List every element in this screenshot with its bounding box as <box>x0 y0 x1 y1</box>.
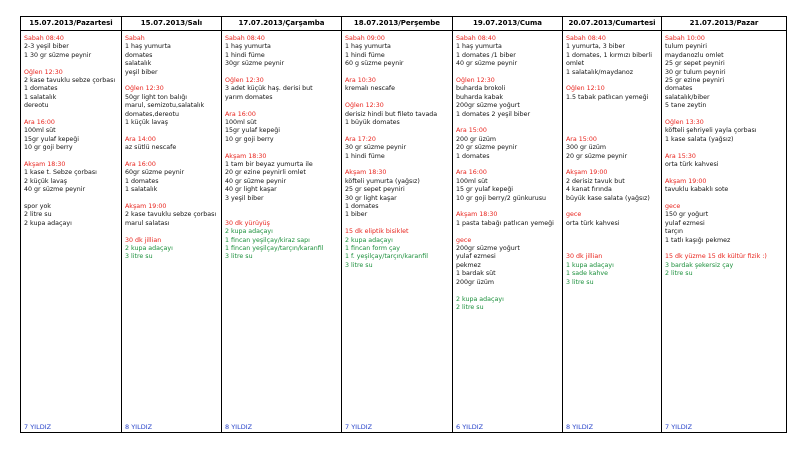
food-item: 2 litre su <box>24 211 52 219</box>
meal-time-label: Akşam 19:00 <box>125 203 167 211</box>
day-column <box>563 31 662 433</box>
star-rating: 7 YILDIZ <box>24 423 52 431</box>
food-item: 25 gr ezine peyniri <box>665 77 725 85</box>
food-item: kremalı nescafe <box>345 85 396 93</box>
food-item: 20 gr süzme peynir <box>456 144 518 152</box>
food-item: 1 fincan form çay <box>345 245 401 253</box>
food-item <box>566 237 659 245</box>
food-item: 3 yeşil biber <box>225 194 264 202</box>
meal-time-label: Sabah 10:00 <box>665 35 705 42</box>
food-item: 10 gr goji berry <box>225 135 274 143</box>
food-item: 30 gr süzme peynir <box>345 144 407 152</box>
food-item: 2 kupa adaçayı <box>125 245 173 253</box>
food-item <box>225 203 339 211</box>
food-item: orta türk kahvesi <box>566 219 620 227</box>
food-item: 2 kupa adaçayı <box>345 236 393 244</box>
food-item: 2 kupa adaçayı <box>456 295 504 303</box>
meal-time-label: Akşam 19:00 <box>566 169 608 177</box>
meal-time-label: Ara 16:00 <box>225 110 256 118</box>
day-header-cell <box>662 17 787 31</box>
food-item <box>225 144 339 152</box>
day-header-cell <box>453 17 563 31</box>
meal-time-label: Ara 16:00 <box>456 169 487 177</box>
meal-time-label: Ara 17:20 <box>345 135 376 143</box>
day-header-cell <box>222 17 342 31</box>
food-item <box>566 111 659 119</box>
food-item <box>456 228 560 236</box>
food-item <box>566 119 659 127</box>
food-item <box>225 102 339 110</box>
food-item <box>125 195 219 203</box>
food-item: 1 büyük domates <box>345 119 400 127</box>
meal-time-label: Ara 15:00 <box>566 135 597 143</box>
food-item: salatalık <box>125 60 152 68</box>
meal-time-label: Öğlen 12:30 <box>225 77 264 85</box>
food-item: 1 fincan yeşilçay/kiraz sapı <box>225 236 310 244</box>
food-item: 1 kase t. Sebze çorbası <box>24 169 97 177</box>
header-row <box>21 17 787 31</box>
food-item: 2 litre su <box>456 303 484 311</box>
food-item: yulaf ezmesi <box>456 253 496 261</box>
food-item: 200 gr üzüm <box>456 135 497 143</box>
food-item <box>345 94 450 102</box>
meal-time-label: Sabah 08:40 <box>24 35 64 42</box>
food-item <box>24 60 119 68</box>
food-item <box>566 245 659 253</box>
meal-time-label: Sabah 08:40 <box>456 35 496 42</box>
meal-time-label: Öğlen 12:30 <box>24 68 63 76</box>
star-rating: 7 YILDIZ <box>345 423 373 431</box>
food-item <box>456 161 560 169</box>
food-item: 1 salatalık <box>24 93 57 101</box>
food-item: orta türk kahvesi <box>665 161 719 169</box>
food-item: 5 tane zeytin <box>665 102 707 110</box>
food-item: 30 gr tulum peyniri <box>665 68 726 76</box>
food-item: 1 haş yumurta <box>345 43 391 51</box>
day-header: 17.07.2013/Çarşamba <box>238 19 325 27</box>
day-header-cell <box>21 17 122 31</box>
meal-lines <box>453 31 562 312</box>
food-item: 2 derisiz tavuk but <box>566 177 625 185</box>
meal-lines <box>122 31 221 262</box>
food-item <box>566 127 659 135</box>
meal-time-label: Sabah 08:40 <box>225 35 265 42</box>
meal-lines <box>21 31 121 228</box>
food-item: 1 küçük lavaş <box>125 119 169 127</box>
food-item: 2 kase tavuklu sebze çorbası <box>125 211 217 219</box>
food-item <box>125 153 219 161</box>
food-item <box>456 69 560 77</box>
meal-lines <box>563 31 661 287</box>
meal-time-label: Akşam 18:30 <box>24 161 66 169</box>
star-rating: 8 YILDIZ <box>225 423 253 431</box>
food-item: 3 litre su <box>125 253 153 261</box>
food-item: dereotu <box>24 102 49 110</box>
food-item <box>456 287 560 295</box>
food-item <box>665 245 784 253</box>
meal-time-label: 15 dk yüzme 15 dk kültür fizik :) <box>665 253 767 261</box>
food-item: köfteli yumurta (yağsız) <box>345 177 420 185</box>
food-item <box>125 127 219 135</box>
meal-time-label: gece <box>566 211 582 219</box>
food-item: yarım domates <box>225 93 273 101</box>
food-item: 1 domates 2 yeşil biber <box>456 110 531 118</box>
meal-time-label: Akşam 18:30 <box>225 152 267 160</box>
food-item: 3 bardak şekersiz çay <box>665 261 734 269</box>
meal-time-label: Ara 14:00 <box>125 135 156 143</box>
meal-time-label: Sabah 09:00 <box>345 35 385 42</box>
food-item: 1 hindi füme <box>345 51 385 59</box>
meal-time-label: Akşam 18:30 <box>456 211 498 219</box>
food-item <box>566 161 659 169</box>
food-item: omlet <box>566 60 585 68</box>
day-header: 15.07.2013/Pazartesi <box>29 19 113 27</box>
food-item: domates <box>665 85 693 93</box>
day-header: 21.07.2013/Pazar <box>689 19 759 27</box>
star-rating: 7 YILDIZ <box>665 423 693 431</box>
food-item: domates <box>125 51 153 59</box>
food-item: 100ml süt <box>456 177 488 185</box>
food-item: 1 kase salata (yağsız) <box>665 135 734 143</box>
food-item: maydanozlu omlet <box>665 51 724 59</box>
food-item <box>665 144 784 152</box>
food-item: 10 gr goji berry/2 günkurusu <box>456 194 547 202</box>
day-column <box>453 31 563 433</box>
food-item: tarçın <box>665 228 683 236</box>
food-item: 1 biber <box>345 211 368 219</box>
meal-time-label: 30 dk jillian <box>566 253 603 261</box>
food-item: derisiz hindi but fileto tavada <box>345 110 438 118</box>
food-item <box>125 228 219 236</box>
food-item: 2 kase tavuklu sebze çorbası <box>24 77 116 85</box>
day-column <box>662 31 787 433</box>
food-item <box>345 69 450 77</box>
day-header: 15.07.2013/Salı <box>140 19 203 27</box>
food-item: 30 gr light kaşar <box>345 194 397 202</box>
food-item: domates,dereotu <box>125 110 179 118</box>
food-item: 1 yumurta, 3 biber <box>566 43 625 51</box>
food-item: 2 kupa adaçayı <box>24 219 72 227</box>
meal-time-label: 30 dk yürüyüş <box>225 219 270 227</box>
food-item: 10 gr goji berry <box>24 144 73 152</box>
star-rating: 6 YILDIZ <box>456 423 484 431</box>
meal-time-label: 30 dk jillian <box>125 236 162 244</box>
food-item: 2 litre su <box>665 270 693 278</box>
food-item: 300 gr üzüm <box>566 144 607 152</box>
meal-time-label: gece <box>665 203 681 211</box>
food-item: yulaf ezmesi <box>665 219 705 227</box>
food-item: 25 gr sepet peyniri <box>345 186 405 194</box>
meal-time-label: Akşam 18:30 <box>345 169 387 177</box>
food-item: az sütlü nescafe <box>125 144 177 152</box>
food-item: 1 tatlı kaşığı pekmez <box>665 236 731 244</box>
food-item: 1 30 gr süzme peynir <box>24 51 92 59</box>
day-header: 19.07.2013/Cuma <box>473 19 542 27</box>
food-item: 1 tam bir beyaz yumurta ile <box>225 161 313 169</box>
food-item: 2 küçük lavaş <box>24 177 68 185</box>
food-item: 2 kupa adaçayı <box>225 228 273 236</box>
food-item: 1 salatalık <box>125 186 158 194</box>
food-item: 1 domates <box>345 203 379 211</box>
meal-time-label: Sabah <box>125 35 145 42</box>
food-item: 4 kanat fırında <box>566 186 612 194</box>
food-item <box>665 195 784 203</box>
food-item: 15gr yulaf kepeği <box>225 127 281 135</box>
food-item: 15gr yulaf kepeği <box>24 135 80 143</box>
food-item: 1.5 tabak patlıcan yemeği <box>566 93 649 101</box>
day-header: 18.07.2013/Perşembe <box>353 19 441 27</box>
body-row <box>21 31 787 433</box>
food-item: 200gr süzme yoğurt <box>456 245 520 253</box>
meal-time-label: Ara 16:00 <box>24 119 55 127</box>
food-item: 1 f. yeşilçay/tarçın/karanfil <box>345 253 428 261</box>
food-item: 1 kupa adaçayı <box>566 261 614 269</box>
food-item: 200gr üzüm <box>456 278 495 286</box>
day-column <box>342 31 453 433</box>
food-item: büyük kase salata (yağsız) <box>566 194 650 202</box>
food-item <box>456 203 560 211</box>
day-header-cell <box>122 17 222 31</box>
food-item <box>345 161 450 169</box>
food-item <box>665 169 784 177</box>
food-item: 1 sade kahve <box>566 270 609 278</box>
food-item: yeşil biber <box>125 68 158 76</box>
meal-time-label: gece <box>456 236 472 244</box>
food-item: 40 gr light kaşar <box>225 186 277 194</box>
diet-week-table <box>20 16 787 433</box>
meal-time-label: Ara 16:00 <box>125 161 156 169</box>
food-item: köfteli şehriyeli yayla çorbası <box>665 127 757 135</box>
meal-time-label: Ara 15:30 <box>665 152 696 160</box>
food-item: 40 gr süzme peynir <box>24 186 86 194</box>
food-item <box>125 77 219 85</box>
meal-time-label: 15 dk eliptik bisiklet <box>345 228 409 236</box>
food-item: 1 haş yumurta <box>456 43 502 51</box>
food-item: 1 domates /1 biber <box>456 51 516 59</box>
food-item: 20 gr süzme peynir <box>566 152 628 160</box>
food-item: marul salatası <box>125 219 170 227</box>
food-item: 1 salatalık/maydanoz <box>566 68 634 76</box>
food-item: 3 litre su <box>225 253 253 261</box>
food-item: pekmez <box>456 261 481 269</box>
food-item: 20 gr ezine peynirli omlet <box>225 169 306 177</box>
day-column <box>222 31 342 433</box>
food-item: 1 domates <box>125 177 159 185</box>
meal-time-label: Öğlen 12:30 <box>456 77 495 85</box>
day-column <box>122 31 222 433</box>
food-item <box>24 153 119 161</box>
food-item: marul, semizotu,salatalık <box>125 102 205 110</box>
food-item <box>225 69 339 77</box>
food-item: spor yok <box>24 203 51 211</box>
food-item: tavuklu kabaklı sote <box>665 186 729 194</box>
food-item: 1 haş yumurta <box>125 43 171 51</box>
meal-time-label: Öğlen 12:30 <box>345 102 384 110</box>
food-item <box>345 220 450 228</box>
food-item <box>456 119 560 127</box>
food-item <box>566 203 659 211</box>
food-item: 1 hindi füme <box>345 152 385 160</box>
meal-lines <box>222 31 341 262</box>
food-item <box>566 77 659 85</box>
food-item: 200gr süzme yoğurt <box>456 102 520 110</box>
food-item: 1 hindi füme <box>225 51 265 59</box>
food-item: 60gr süzme peynir <box>125 169 185 177</box>
food-item: 50gr light ton balığı <box>125 93 187 101</box>
food-item: 40 gr süzme peynir <box>456 60 518 68</box>
food-item <box>24 195 119 203</box>
food-item <box>225 211 339 219</box>
food-item: 100ml süt <box>225 119 257 127</box>
food-item: 1 bardak süt <box>456 270 496 278</box>
meal-time-label: Öğlen 12:10 <box>566 85 605 93</box>
food-item: 3 adet küçük haş. derisi but <box>225 85 313 93</box>
meal-lines <box>342 31 452 270</box>
day-column <box>21 31 122 433</box>
meal-time-label: Öğlen 12:30 <box>125 85 164 93</box>
food-item: 1 domates <box>456 152 490 160</box>
food-item: 3 litre su <box>566 278 594 286</box>
day-header-cell <box>342 17 453 31</box>
food-item: 25 gr sepet peyniri <box>665 60 725 68</box>
meal-time-label: Akşam 19:00 <box>665 177 707 185</box>
food-item: 1 fincan yeşilçay/tarçın/karanfil <box>225 245 324 253</box>
star-rating: 8 YILDIZ <box>125 423 153 431</box>
meal-time-label: Ara 10:30 <box>345 77 376 85</box>
food-item: 60 g süzme peynir <box>345 60 404 68</box>
food-item: 3 litre su <box>345 261 373 269</box>
food-item: 1 domates, 1 kırmızı biberli <box>566 51 653 59</box>
meal-lines <box>662 31 786 279</box>
food-item <box>665 111 784 119</box>
meal-time-label: Öğlen 13:30 <box>665 119 704 127</box>
food-item: tulum peyniri <box>665 43 708 51</box>
star-rating: 8 YILDIZ <box>566 423 594 431</box>
food-item: salatalık/biber <box>665 93 710 101</box>
food-item: 150 gr yoğurt <box>665 211 709 219</box>
food-item: 30gr süzme peynir <box>225 60 285 68</box>
food-item: 100ml süt <box>24 127 56 135</box>
meal-time-label: Ara 15:00 <box>456 127 487 135</box>
food-item: 1 pasta tabağı patlıcan yemeği <box>456 219 554 227</box>
food-item <box>24 111 119 119</box>
food-item: buharda brokoli <box>456 85 506 93</box>
food-item <box>345 127 450 135</box>
food-item: 2-3 yeşil biber <box>24 43 69 51</box>
food-item: 15 gr yulaf kepeği <box>456 186 514 194</box>
food-item: 40 gr süzme peynir <box>225 177 287 185</box>
food-item: buharda kabak <box>456 93 504 101</box>
food-item <box>566 102 659 110</box>
day-header: 20.07.2013/Cumartesi <box>568 19 656 27</box>
day-header-cell <box>563 17 662 31</box>
meal-time-label: Sabah 08:40 <box>566 35 606 42</box>
food-item: 1 domates <box>24 85 58 93</box>
food-item: 1 haş yumurta <box>225 43 271 51</box>
food-item <box>566 228 659 236</box>
